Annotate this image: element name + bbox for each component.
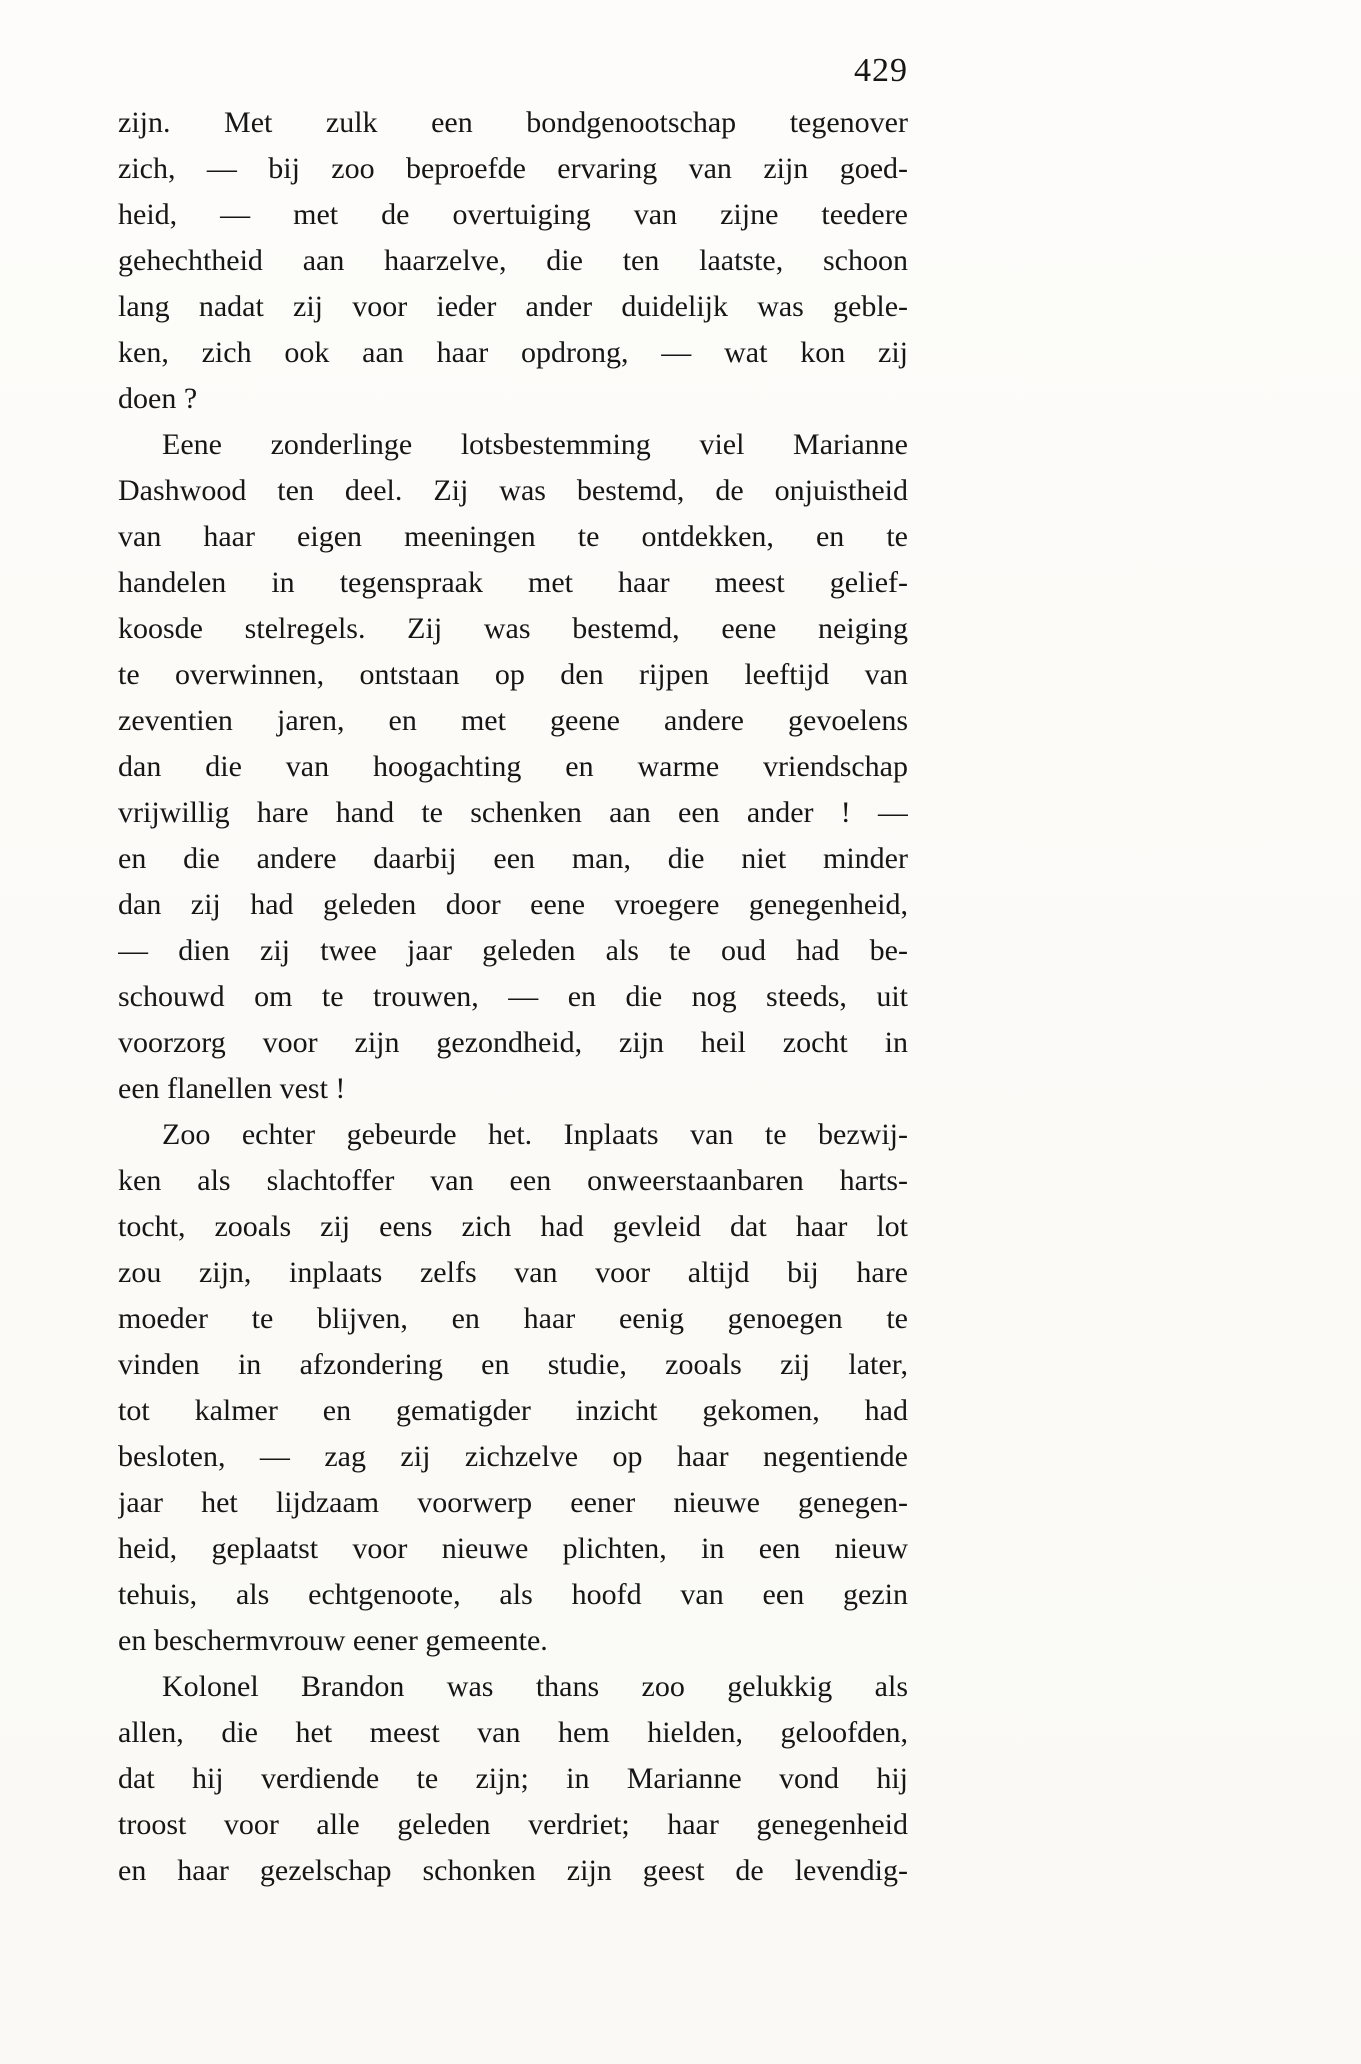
text-line: tocht, zooals zij eens zich had gevleid dat haar lot: [118, 1210, 908, 1243]
text-line: — dien zij twee jaar geleden als te oud had be-: [118, 934, 908, 967]
text-line: lang nadat zij voor ieder ander duidelijk was geble-: [118, 290, 908, 323]
text-line: allen, die het meest van hem hielden, geloofden,: [118, 1716, 908, 1749]
text-line: Dashwood ten deel. Zij was bestemd, de onjuistheid: [118, 474, 908, 507]
text-line: troost voor alle geleden verdriet; haar genegenheid: [118, 1808, 908, 1841]
page-number: 429: [854, 52, 908, 89]
text-line: tot kalmer en gematigder inzicht gekomen, had: [118, 1394, 908, 1427]
text-line: vinden in afzondering en studie, zooals zij later,: [118, 1348, 908, 1381]
text-line: vrijwillig hare hand te schenken aan een ander ! —: [118, 796, 908, 829]
text-line: van haar eigen meeningen te ontdekken, en te: [118, 520, 908, 553]
text-line: zich, — bij zoo beproefde ervaring van zijn goed-: [118, 152, 908, 185]
text-line: schouwd om te trouwen, — en die nog steeds, uit: [118, 980, 908, 1013]
text-line: tehuis, als echtgenoote, als hoofd van een gezin: [118, 1578, 908, 1611]
text-line: voorzorg voor zijn gezondheid, zijn heil zocht in: [118, 1026, 908, 1059]
text-line: en die andere daarbij een man, die niet minder: [118, 842, 908, 875]
text-line: een flanellen vest !: [118, 1072, 346, 1105]
text-line: koosde stelregels. Zij was bestemd, eene neiging: [118, 612, 908, 645]
text-line: Zoo echter gebeurde het. Inplaats van te bezwij-: [162, 1118, 908, 1151]
text-line: zou zijn, inplaats zelfs van voor altijd bij hare: [118, 1256, 908, 1289]
text-line: Kolonel Brandon was thans zoo gelukkig als: [162, 1670, 908, 1703]
text-line: heid, geplaatst voor nieuwe plichten, in een nieuw: [118, 1532, 908, 1565]
text-line: Eene zonderlinge lotsbestemming viel Marianne: [162, 428, 908, 461]
text-line: besloten, — zag zij zichzelve op haar negentiende: [118, 1440, 908, 1473]
text-line: moeder te blijven, en haar eenig genoegen te: [118, 1302, 908, 1335]
text-line: jaar het lijdzaam voorwerp eener nieuwe genegen-: [118, 1486, 908, 1519]
text-line: te overwinnen, ontstaan op den rijpen leeftijd van: [118, 658, 908, 691]
text-line: en haar gezelschap schonken zijn geest de levendig-: [118, 1854, 908, 1887]
text-line: dan die van hoogachting en warme vriendschap: [118, 750, 908, 783]
text-line: ken, zich ook aan haar opdrong, — wat kon zij: [118, 336, 908, 369]
text-line: handelen in tegenspraak met haar meest gelief-: [118, 566, 908, 599]
text-line: dan zij had geleden door eene vroegere genegenheid,: [118, 888, 908, 921]
text-line: dat hij verdiende te zijn; in Marianne vond hij: [118, 1762, 908, 1795]
text-line: zijn. Met zulk een bondgenootschap tegenover: [118, 106, 908, 139]
text-line: zeventien jaren, en met geene andere gevoelens: [118, 704, 908, 737]
text-line: doen ?: [118, 382, 198, 415]
text-line: en beschermvrouw eener gemeente.: [118, 1624, 548, 1657]
text-line: heid, — met de overtuiging van zijne teedere: [118, 198, 908, 231]
text-line: gehechtheid aan haarzelve, die ten laatste, schoon: [118, 244, 908, 277]
text-block: [118, 100, 908, 1894]
text-line: ken als slachtoffer van een onweerstaanbaren harts-: [118, 1164, 908, 1197]
